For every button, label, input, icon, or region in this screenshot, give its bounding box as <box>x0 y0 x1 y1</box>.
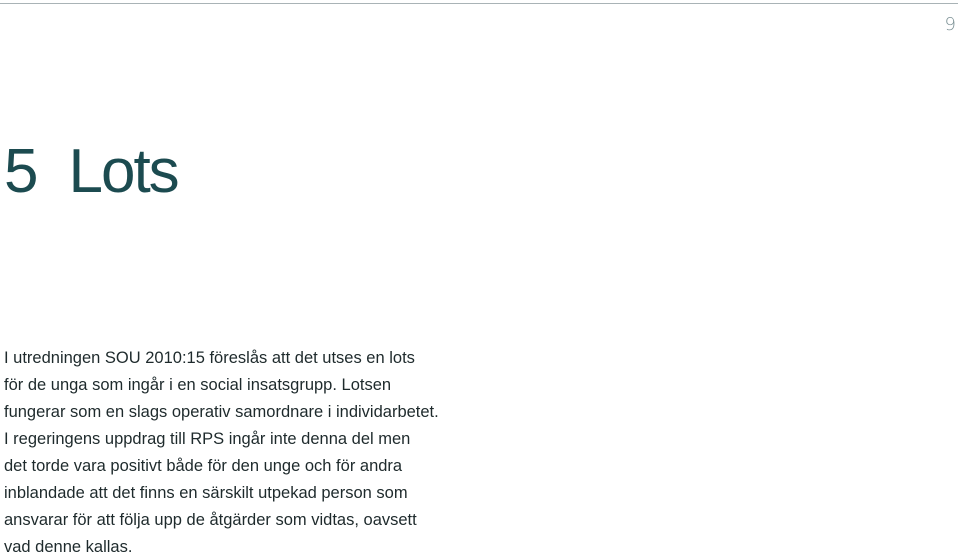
body-line: för de unga som ingår i en social insatsgrupp. Lotsen <box>4 376 392 394</box>
chapter-heading <box>4 136 178 207</box>
body-line: vad denne kallas. <box>4 538 133 554</box>
chapter-title: Lots <box>68 137 178 206</box>
body-line: I utredningen SOU 2010:15 föreslås att det utses en lots <box>4 349 415 367</box>
body-line: ansvarar för att följa upp de åtgärder som vidtas, oavsett <box>4 511 417 529</box>
body-line: fungerar som en slags operativ samordnare i individarbetet. <box>4 403 439 421</box>
chapter-number: 5 <box>4 137 37 206</box>
page-number: 9 <box>944 14 956 35</box>
body-line: inblandade att det finns en särskilt utpekad person som <box>4 484 408 502</box>
body-line: det torde vara positivt både för den unge och för andra <box>4 457 403 475</box>
body-paragraph <box>4 345 464 554</box>
body-line: I regeringens uppdrag till RPS ingår inte denna del men <box>4 430 411 448</box>
top-rule <box>0 3 958 4</box>
